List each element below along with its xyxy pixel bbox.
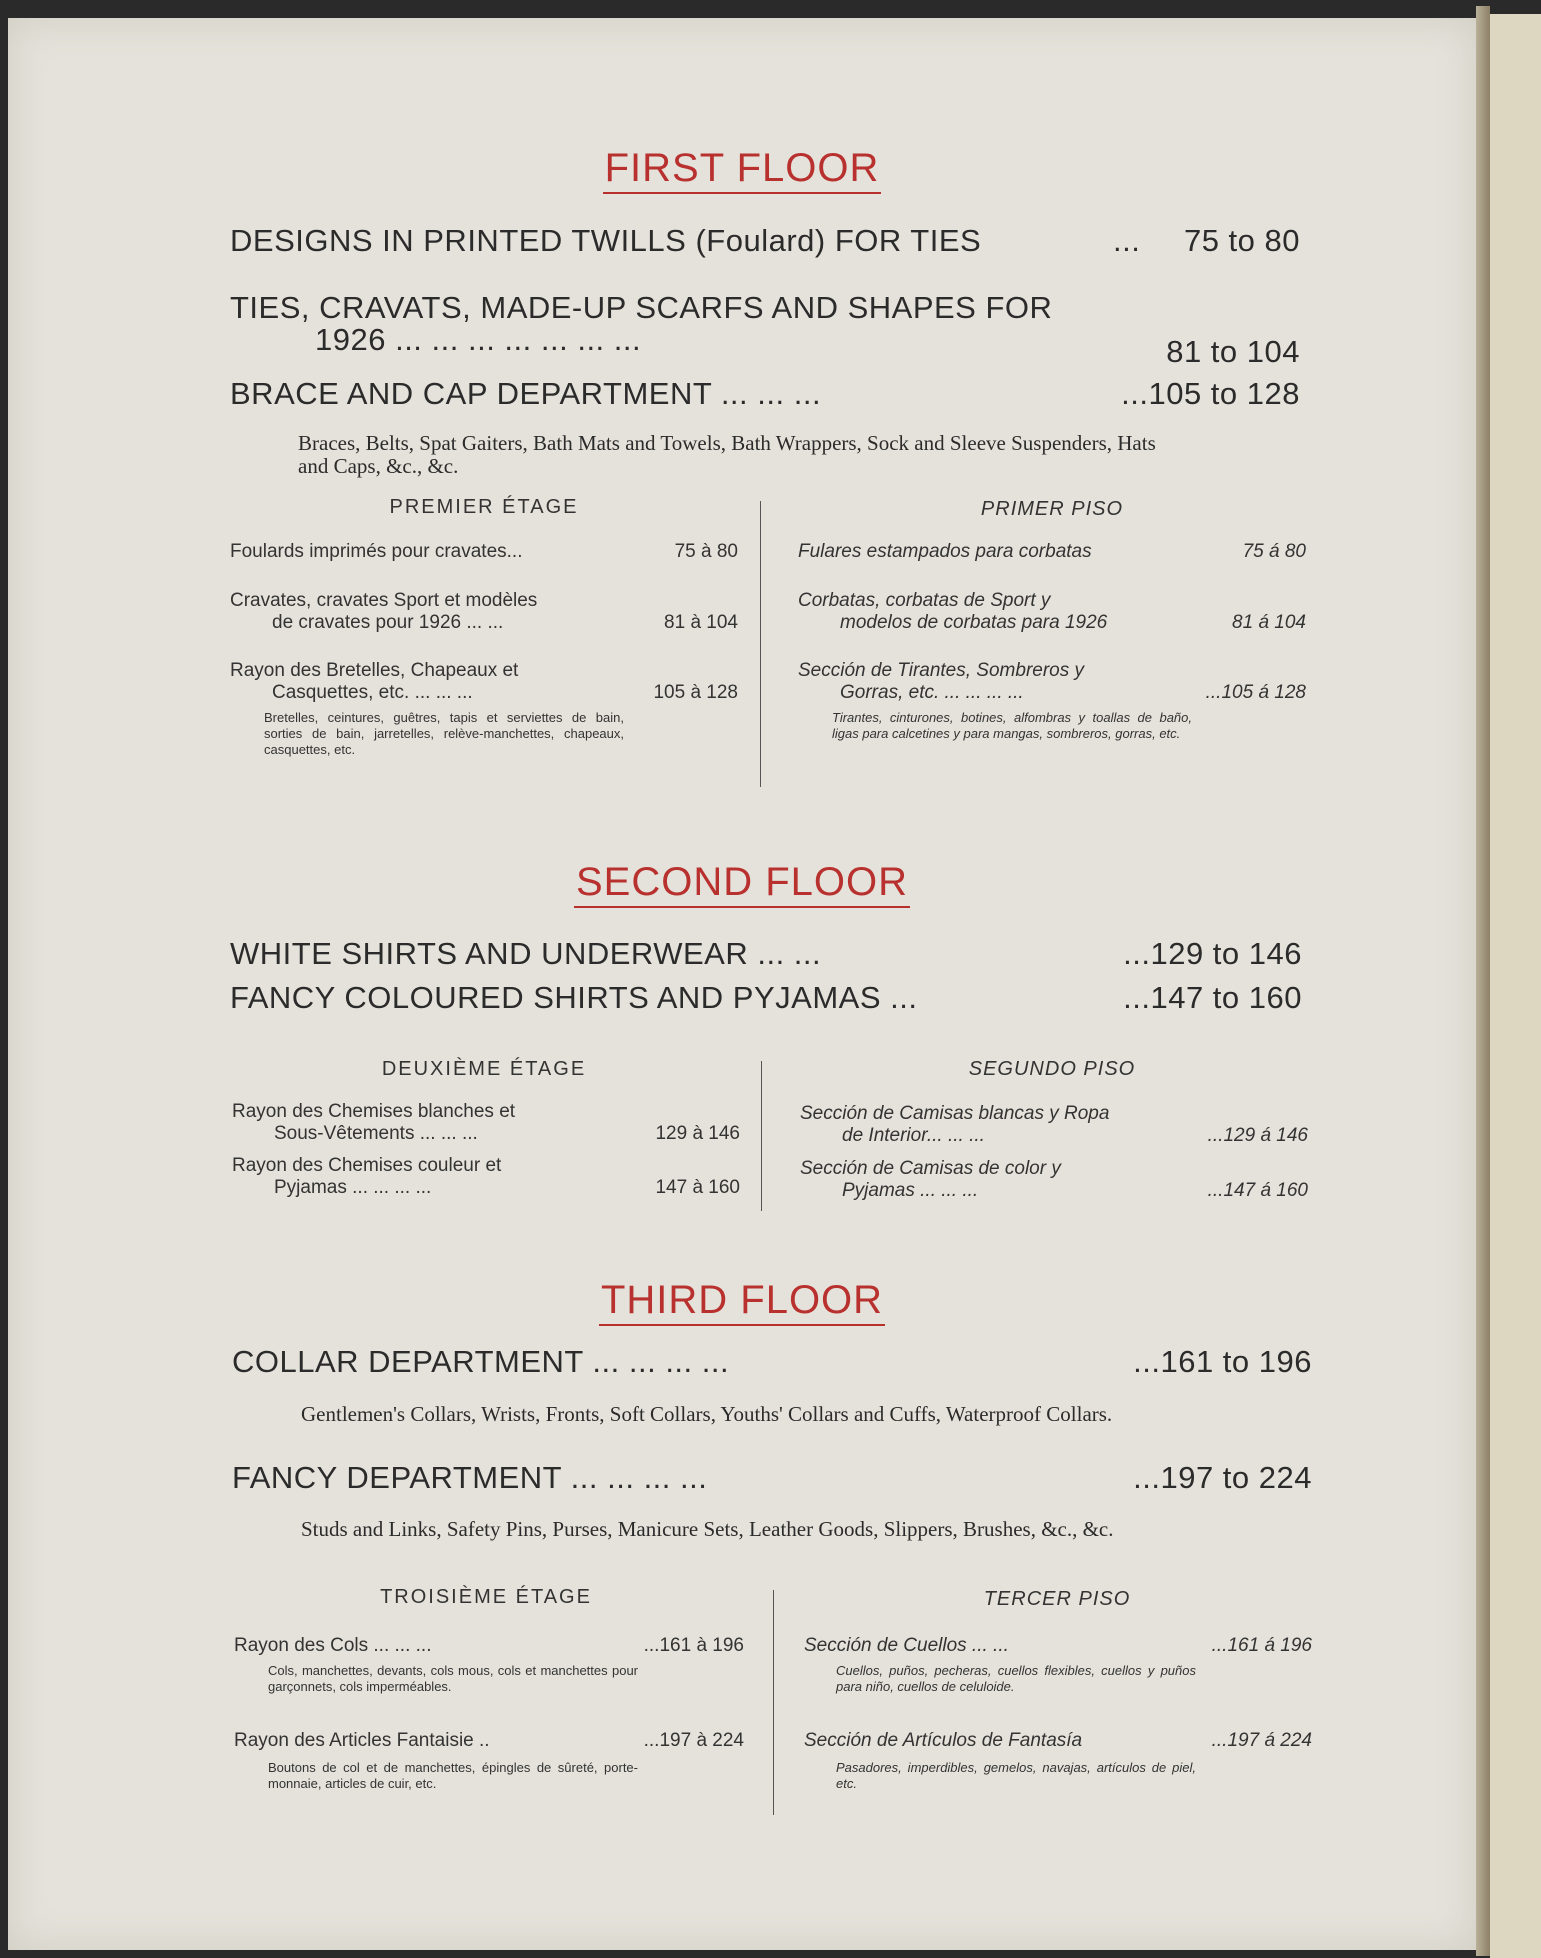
catalogue-page [8, 18, 1476, 1950]
first-floor-title: FIRST FLOOR [8, 146, 1476, 191]
third-floor-title: THIRD FLOOR [8, 1278, 1476, 1323]
es-first-floor-heading: PRIMER PISO [980, 498, 1124, 520]
adjacent-page-edge [1490, 14, 1541, 1958]
es-second-floor-heading: SEGUNDO PISO [968, 1058, 1136, 1080]
fr-articles-fantaisie: Rayon des Articles Fantaisie .. ...197 à 224 [234, 1730, 744, 1751]
en-item-white-shirts: WHITE SHIRTS AND UNDERWEAR ... ... ...129 to 146 [230, 936, 1302, 971]
book-spine [1476, 6, 1490, 1956]
en-collar-description: Gentlemen's Collars, Wrists, Fronts, Soft Collars, Youths' Collars and Cuffs, Waterproof Collars. [301, 1402, 1113, 1426]
fr-bretelles: Rayon des Bretelles, Chapeaux et Casquettes, etc. ... ... ... 105 à 128 [230, 660, 738, 703]
fr-bretelles-description: Bretelles, ceintures, guêtres, tapis et serviettes de bain, sorties de bain, jarretelles, relève-manchettes, chapeaux, casquettes, etc. [264, 710, 624, 757]
en-fancy-description: Studs and Links, Safety Pins, Purses, Manicure Sets, Leather Goods, Slippers, Brushes, &c., &c. [301, 1517, 1114, 1541]
es-tirantes: Sección de Tirantes, Sombreros y Gorras, etc. ... ... ... ... ...105 á 128 [798, 660, 1306, 703]
fr-cravates: Cravates, cravates Sport et modèles de cravates pour 1926 ... ... 81 à 104 [230, 590, 738, 633]
es-third-floor-heading: TERCER PISO [983, 1588, 1131, 1610]
en-item-ties-cravats: TIES, CRAVATS, MADE-UP SCARFS AND SHAPES FOR 1926 ... ... ... ... ... ... ... 81 to 104 [230, 290, 1300, 369]
fr-chemises-blanches: Rayon des Chemises blanches et Sous-Vêtements ... ... ... 129 à 146 [232, 1101, 740, 1144]
es-corbatas: Corbatas, corbatas de Sport y modelos de corbatas para 1926 81 á 104 [798, 590, 1306, 633]
second-floor-title: SECOND FLOOR [8, 860, 1476, 905]
en-item-brace-cap: BRACE AND CAP DEPARTMENT ... ... ... ...105 to 128 [230, 376, 1300, 411]
en-item-fancy-department: FANCY DEPARTMENT ... ... ... ... ...197 to 224 [232, 1460, 1312, 1495]
fr-cols-description: Cols, manchettes, devants, cols mous, cols et manchettes pour garçonnets, cols imperméables. [268, 1663, 638, 1694]
column-divider [773, 1590, 774, 1815]
es-fulares: Fulares estampados para corbatas 75 á 80 [798, 541, 1306, 562]
es-articulos-fantasia: Sección de Artículos de Fantasía ...197 á 224 [804, 1730, 1312, 1751]
es-articulos-fantasia-description: Pasadores, imperdibles, gemelos, navajas, artículos de piel, etc. [836, 1760, 1196, 1791]
fr-second-floor-heading: DEUXIÈME ÉTAGE [381, 1058, 587, 1080]
fr-chemises-couleur: Rayon des Chemises couleur et Pyjamas ... ... ... ... 147 à 160 [232, 1155, 740, 1198]
en-item-printed-twills: DESIGNS IN PRINTED TWILLS (Foulard) FOR TIES ... 75 to 80 [230, 223, 1300, 258]
fr-articles-fantaisie-description: Boutons de col et de manchettes, épingles de sûreté, porte-monnaie, articles de cuir, etc. [268, 1760, 638, 1791]
en-item-collar-department: COLLAR DEPARTMENT ... ... ... ... ...161 to 196 [232, 1344, 1312, 1379]
en-brace-cap-description: Braces, Belts, Spat Gaiters, Bath Mats and Towels, Bath Wrappers, Sock and Sleeve Suspenders, Hats and Caps, &c., &c. [298, 431, 1156, 478]
es-camisas-color: Sección de Camisas de color y Pyjamas ... ... ... ...147 á 160 [800, 1158, 1308, 1201]
es-camisas-blancas: Sección de Camisas blancas y Ropa de Interior... ... ... ...129 á 146 [800, 1103, 1308, 1146]
es-cuellos: Sección de Cuellos ... ... ...161 á 196 [804, 1635, 1312, 1656]
fr-foulards: Foulards imprimés pour cravates... 75 à 80 [230, 541, 738, 562]
fr-first-floor-heading: PREMIER ÉTAGE [389, 496, 579, 518]
column-divider [761, 1061, 762, 1211]
fr-third-floor-heading: TROISIÈME ÉTAGE [380, 1586, 592, 1608]
column-divider [760, 501, 761, 787]
es-cuellos-description: Cuellos, puños, pecheras, cuellos flexibles, cuellos y puños para niño, cuellos de celuloide. [836, 1663, 1196, 1694]
es-tirantes-description: Tirantes, cinturones, botines, alfombras y toallas de baño, ligas para calcetines y para mangas, sombreros, gorras, etc. [832, 710, 1192, 741]
fr-cols: Rayon des Cols ... ... ... ...161 à 196 [234, 1635, 744, 1656]
en-item-fancy-shirts: FANCY COLOURED SHIRTS AND PYJAMAS ... ...147 to 160 [230, 980, 1302, 1015]
